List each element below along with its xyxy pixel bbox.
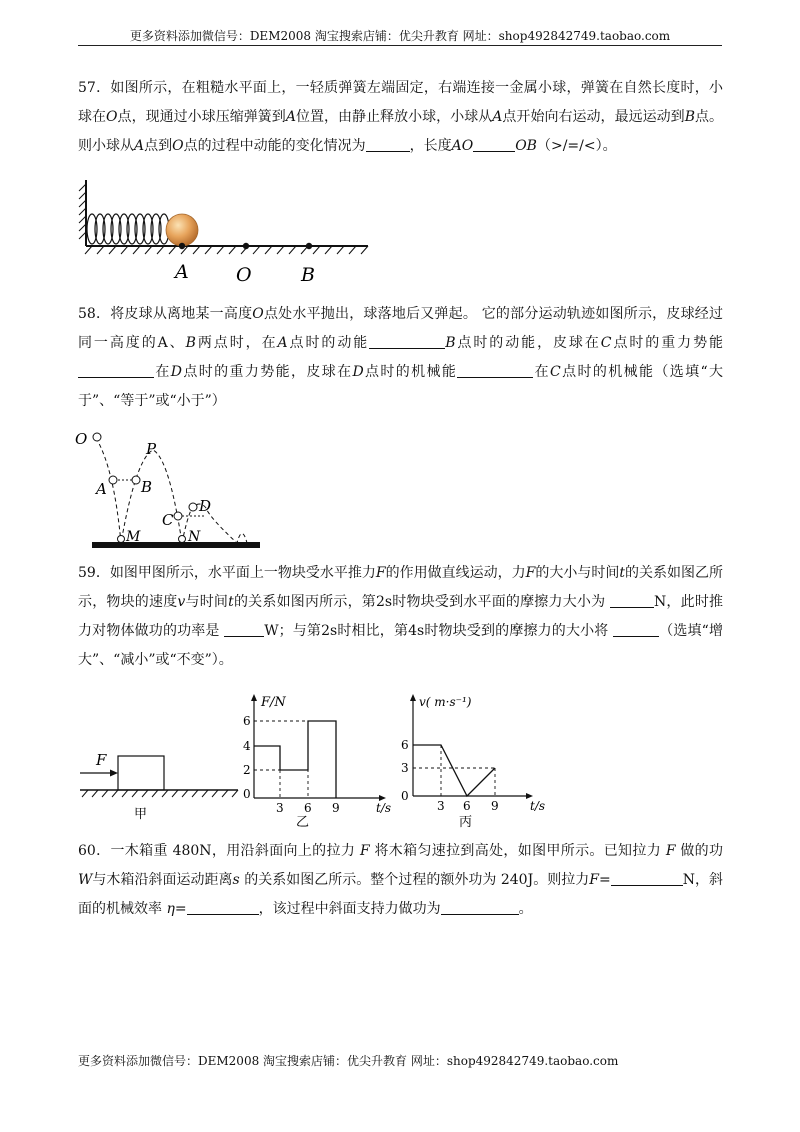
force-time-graph xyxy=(234,690,404,830)
page-footer: 更多资料添加微信号：DEM2008 淘宝搜索店铺：优尖升教育 网址：shop492842749.taobao.com xyxy=(78,1054,619,1068)
q58-text: 在 xyxy=(533,364,551,380)
q59-text: 的作用做直线运动，力 xyxy=(385,565,526,581)
q57-text: 57．如图所示，在粗糙水平面上，一轻质弹簧左端固定，右端连接一金属小球，弹簧在自然长度时，小球在 xyxy=(78,80,723,125)
q59-text: 与时间 xyxy=(185,594,229,610)
ball-trajectory-figure xyxy=(74,428,270,552)
answer-blank[interactable] xyxy=(224,620,264,637)
q58-var-o: O xyxy=(252,306,264,322)
q60-text: 与木箱沿斜面运动距离 xyxy=(92,872,233,888)
q58-text: 点时的重力势能，皮球在 xyxy=(181,364,353,380)
velocity-line xyxy=(413,745,495,796)
x-tick: 3 xyxy=(276,801,284,815)
q57-text: 点开始向右运动，最远运动到 xyxy=(502,109,685,125)
q58-var-a: A xyxy=(277,335,288,351)
q59-text: （选填“增大”、“减小”或“不变”）。 xyxy=(78,623,723,668)
q57-text: （>/=/<）。 xyxy=(536,138,617,154)
y-axis-label: F/N xyxy=(261,695,286,710)
q58-var-c: C xyxy=(550,364,561,380)
caption-bing: 丙 xyxy=(459,815,473,830)
label-a: A xyxy=(175,261,189,283)
q57-var-a: A xyxy=(492,109,503,125)
q60-var-f: F xyxy=(665,843,676,859)
caption-jia: 甲 xyxy=(134,807,148,822)
y-tick: 3 xyxy=(401,761,409,775)
answer-blank[interactable] xyxy=(78,361,154,378)
q57-var-a: A xyxy=(134,138,145,154)
q60-text: 的关系如图乙所示。整个过程的额外功为 240J。则拉力 xyxy=(244,872,590,888)
q58-text: 点时的动能，皮球在 xyxy=(455,335,601,351)
x-tick: 6 xyxy=(463,799,471,813)
answer-blank[interactable] xyxy=(366,135,410,152)
q58-var-c: C xyxy=(600,335,612,351)
q58-text: 58．将皮球从离地某一高度 xyxy=(78,306,253,322)
question-59 xyxy=(78,559,723,675)
q60-text: 做的功 xyxy=(680,843,723,859)
q59-text: 的关系如图丙所示，第2s时物块受到水平面的摩擦力大小为 xyxy=(233,594,606,610)
q57-text: 位置，由静止释放小球，小球从 xyxy=(295,109,493,125)
q58-text: 点处水平抛出，球落地后又弹起。 它的部分运动轨迹如图所示，皮球经过同一高度的A、 xyxy=(78,306,723,351)
y-tick: 6 xyxy=(401,738,409,752)
force-label: F xyxy=(96,751,107,769)
x-axis-label: t/s xyxy=(376,801,392,815)
q59-text: W；与第2s时相比，第4s时物块受到的摩擦力的大小将 xyxy=(264,623,609,639)
x-tick: 6 xyxy=(304,801,312,815)
answer-blank[interactable] xyxy=(369,332,445,349)
label-p: P xyxy=(146,440,157,458)
q60-var-s: s xyxy=(232,872,240,888)
x-tick: 9 xyxy=(332,801,340,815)
q58-text: 两点时，在 xyxy=(195,335,278,351)
label-b: B xyxy=(301,264,315,286)
q60-text: = xyxy=(599,872,611,888)
q57-text: 点到 xyxy=(144,138,173,154)
q57-text: ，长度 xyxy=(409,138,452,154)
q60-var-f: F xyxy=(589,872,599,888)
answer-blank[interactable] xyxy=(187,898,259,915)
y-tick: 4 xyxy=(243,739,251,753)
q59-var-v: v xyxy=(177,594,186,610)
caption-yi: 乙 xyxy=(296,815,310,830)
q58-text: 在 xyxy=(154,364,171,380)
page-header: 更多资料添加微信号：DEM2008 淘宝搜索店铺：优尖升教育 网址：shop492842749.taobao.com xyxy=(129,29,671,43)
q58-var-b: B xyxy=(445,335,456,351)
q60-var-eta: η xyxy=(166,901,175,917)
label-n: N xyxy=(188,529,201,545)
x-axis-label: t/s xyxy=(530,799,546,813)
q58-var-d: D xyxy=(352,364,364,380)
x-tick: 0 xyxy=(243,787,251,801)
y-axis-label: v( m·s⁻¹) xyxy=(419,695,472,709)
velocity-time-graph xyxy=(397,690,557,830)
answer-blank[interactable] xyxy=(457,361,533,378)
label-o: O xyxy=(236,264,252,286)
spring-ball-figure xyxy=(78,178,378,286)
q58-text: 点时的机械能 xyxy=(363,364,458,380)
label-d: D xyxy=(199,497,212,515)
label-a: A xyxy=(96,480,107,498)
x-tick: 3 xyxy=(437,799,445,813)
force-step-line xyxy=(254,721,336,798)
q60-text: = xyxy=(174,901,187,917)
q59-var-t: t xyxy=(228,594,234,610)
q60-text: N，斜面的机械效率 xyxy=(78,872,724,917)
q57-var-a: A xyxy=(285,109,296,125)
q60-text: 将木箱匀速拉到高处，如图甲所示。已知拉力 xyxy=(374,843,662,859)
question-60 xyxy=(78,837,723,924)
q58-text: 点时的动能 xyxy=(287,335,370,351)
question-57 xyxy=(78,74,723,161)
x-tick: 0 xyxy=(401,789,409,803)
q60-var-f: F xyxy=(359,843,370,859)
block xyxy=(118,756,164,790)
q59-text: 的大小与时间 xyxy=(535,565,620,581)
q60-text: 60．一木箱重 480N，用沿斜面向上的拉力 xyxy=(78,843,356,859)
y-tick: 2 xyxy=(243,763,251,777)
q60-var-w: W xyxy=(78,872,93,888)
q59-text: N，此时推力对物体做功的功率是 xyxy=(78,594,724,639)
label-b: B xyxy=(141,478,153,496)
answer-blank[interactable] xyxy=(611,869,683,886)
q59-text: 59．如图甲图所示，水平面上一物块受水平推力 xyxy=(78,565,376,581)
q57-var-b: B xyxy=(684,109,695,125)
q57-var-ao: AO xyxy=(451,138,474,154)
q59-var-f: F xyxy=(375,565,386,581)
q57-var-ob: OB xyxy=(515,138,537,154)
x-tick: 9 xyxy=(491,799,499,813)
q58-var-b: B xyxy=(185,335,196,351)
q60-text: ，该过程中斜面支持力做功为 xyxy=(258,901,441,917)
label-c: C xyxy=(162,511,174,529)
q57-text: 点。则小球从 xyxy=(78,109,724,154)
q57-text: 点的过程中动能的变化情况为 xyxy=(183,138,366,154)
q59-text: 的关系如图乙所示，物块的速度 xyxy=(78,565,723,610)
answer-blank[interactable] xyxy=(473,135,515,152)
q59-var-f: F xyxy=(525,565,536,581)
q58-text: 点时的机械能（选填“大于”、“等于”或“小于”） xyxy=(78,364,724,409)
q57-var-o: O xyxy=(172,138,184,154)
q59-var-t: t xyxy=(619,565,625,581)
q57-var-o: O xyxy=(106,109,118,125)
y-tick: 6 xyxy=(243,714,251,728)
answer-blank[interactable] xyxy=(441,898,519,915)
question-58 xyxy=(78,300,723,416)
q57-text: 点，现通过小球压缩弹簧到 xyxy=(117,109,286,125)
q58-var-d: D xyxy=(170,364,182,380)
spring xyxy=(87,214,169,244)
block-push-figure xyxy=(80,744,240,826)
q58-text: 点时的重力势能 xyxy=(611,335,724,351)
header-divider xyxy=(78,45,722,46)
metal-ball xyxy=(166,214,198,246)
answer-blank[interactable] xyxy=(610,591,654,608)
label-o: O xyxy=(75,430,88,448)
answer-blank[interactable] xyxy=(613,620,659,637)
label-m: M xyxy=(126,529,141,545)
q60-text: 。 xyxy=(518,901,533,917)
